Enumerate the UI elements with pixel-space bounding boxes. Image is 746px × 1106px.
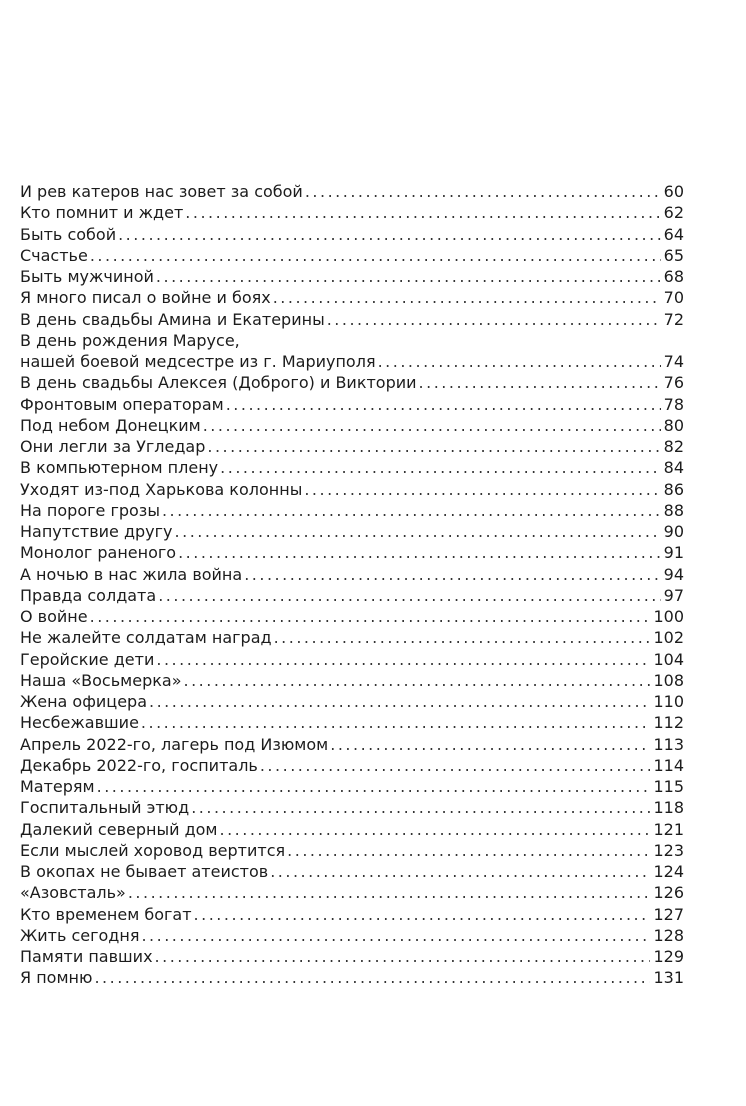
toc-entry-line	[20, 394, 684, 415]
toc-entry-title: Кто временем богат	[20, 904, 192, 924]
toc-entry-page-number: 127	[653, 904, 684, 924]
toc-entry-page-number: 76	[663, 373, 684, 393]
toc-entry-title: «Азовсталь»	[20, 883, 126, 903]
toc-entry-line	[20, 840, 684, 861]
toc-entry-page-number: 62	[663, 203, 684, 223]
toc-entry-page-number: 108	[653, 670, 684, 690]
toc-entry-title: Не жалейте солдатам наград	[20, 628, 272, 648]
dot-leader	[378, 351, 661, 372]
toc-entry-title: В день свадьбы Амина и Екатерины	[20, 309, 325, 329]
table-of-contents	[20, 181, 684, 989]
toc-entry	[20, 202, 684, 223]
dot-leader	[220, 457, 661, 478]
toc-entry-line	[20, 627, 684, 648]
toc-entry	[20, 245, 684, 266]
dot-leader	[156, 266, 661, 287]
toc-entry-line	[20, 415, 684, 436]
toc-entry-page-number: 104	[653, 649, 684, 669]
toc-entry-title: Апрель 2022-го, лагерь под Изюмом	[20, 734, 329, 754]
toc-entry-page-number: 74	[663, 352, 684, 371]
dot-leader	[158, 585, 660, 606]
dot-leader	[270, 861, 650, 882]
toc-entry-line	[20, 309, 684, 330]
toc-entry-title: В компьютерном плену	[20, 458, 219, 478]
dot-leader	[273, 287, 661, 308]
toc-entry-page-number: 131	[653, 968, 684, 988]
toc-entry-line	[20, 245, 684, 266]
toc-entry-title: О войне	[20, 607, 88, 626]
toc-entry-title: А ночью в нас жила война	[20, 564, 243, 584]
toc-entry	[20, 224, 684, 245]
toc-entry-title: Напутствие другу	[20, 522, 173, 541]
dot-leader	[94, 967, 650, 988]
toc-entry-title: Далекий северный дом	[20, 819, 218, 839]
toc-entry-page-number: 123	[653, 840, 684, 860]
toc-entry	[20, 181, 684, 202]
toc-entry-page-number: 86	[663, 479, 684, 499]
toc-entry	[20, 521, 684, 542]
toc-entry-page-number: 118	[653, 798, 684, 818]
toc-entry-page-number: 100	[653, 607, 684, 626]
toc-entry-line	[20, 712, 684, 733]
dot-leader	[287, 840, 650, 861]
toc-entry-line	[20, 925, 684, 946]
toc-entry-page-number: 115	[653, 777, 684, 796]
toc-entry-title: Если мыслей хоровод вертится	[20, 840, 286, 860]
toc-entry-page-number: 129	[653, 947, 684, 966]
toc-entry-line	[20, 967, 684, 988]
toc-entry-page-number: 90	[663, 522, 684, 541]
dot-leader	[141, 712, 651, 733]
toc-entry	[20, 542, 684, 563]
toc-entry-line	[20, 691, 684, 712]
toc-entry-title: Жить сегодня	[20, 925, 140, 945]
dot-leader	[244, 564, 660, 585]
toc-entry-title: Я много писал о войне и боях	[20, 288, 271, 308]
toc-entry	[20, 649, 684, 670]
toc-entry-title: Кто помнит и ждет	[20, 203, 184, 223]
toc-entry-page-number: 70	[663, 288, 684, 308]
dot-leader	[304, 479, 660, 500]
dot-leader	[330, 734, 650, 755]
toc-entry	[20, 394, 684, 415]
dot-leader	[155, 946, 651, 967]
dot-leader	[191, 797, 650, 818]
toc-entry-title: Матерям	[20, 777, 95, 796]
dot-leader	[97, 776, 651, 797]
toc-entry	[20, 309, 684, 330]
toc-entry-title: нашей боевой медсестре из г. Мариуполя	[20, 352, 376, 371]
toc-entry-line	[20, 670, 684, 691]
toc-entry-page-number: 91	[663, 543, 684, 563]
dot-leader	[175, 521, 661, 542]
toc-entry-line	[20, 861, 684, 882]
dot-leader	[183, 670, 650, 691]
toc-entry-line	[20, 521, 684, 542]
toc-entry-line	[20, 819, 684, 840]
toc-entry-page-number: 84	[663, 458, 684, 478]
dot-leader	[327, 309, 661, 330]
toc-entry	[20, 967, 684, 988]
toc-entry-title: Правда солдата	[20, 585, 157, 605]
toc-entry	[20, 904, 684, 925]
toc-entry	[20, 691, 684, 712]
toc-entry	[20, 585, 684, 606]
toc-entry-page-number: 68	[663, 267, 684, 286]
toc-entry-line	[20, 946, 684, 967]
toc-entry-page-number: 114	[653, 755, 684, 775]
toc-entry-title: На пороге грозы	[20, 500, 160, 520]
toc-entry	[20, 606, 684, 627]
toc-entry	[20, 436, 684, 457]
dot-leader	[274, 627, 651, 648]
dot-leader	[419, 372, 661, 393]
toc-entry-line	[20, 287, 684, 308]
toc-entry-page-number: 94	[663, 564, 684, 584]
toc-entry-line	[20, 224, 684, 245]
toc-entry-title: Несбежавшие	[20, 713, 139, 733]
toc-entry-page-number: 112	[653, 713, 684, 733]
toc-entry-title: Быть собой	[20, 224, 117, 244]
toc-entry-title: Быть мужчиной	[20, 267, 154, 286]
toc-entry-title: Монолог раненого	[20, 543, 177, 563]
toc-entry-title: И рев катеров нас зовет за собой	[20, 182, 303, 201]
dot-leader	[118, 224, 661, 245]
toc-entry-title: Фронтовым операторам	[20, 394, 224, 414]
toc-entry-page-number: 121	[653, 819, 684, 839]
dot-leader	[156, 649, 650, 670]
toc-entry-line	[20, 436, 684, 457]
toc-entry	[20, 564, 684, 585]
toc-entry-page-number: 124	[653, 862, 684, 881]
toc-entry-line	[20, 776, 684, 797]
toc-entry	[20, 755, 684, 776]
toc-entry	[20, 925, 684, 946]
toc-entry-line	[20, 649, 684, 670]
toc-entry-line	[20, 882, 684, 903]
dot-leader	[305, 181, 661, 202]
toc-entry-line	[20, 266, 684, 287]
toc-entry	[20, 712, 684, 733]
dot-leader	[128, 882, 651, 903]
toc-entry-page-number: 64	[663, 224, 684, 244]
toc-entry-line	[20, 606, 684, 627]
toc-entry	[20, 861, 684, 882]
toc-entry-page-number: 128	[653, 925, 684, 945]
toc-entry-title: Геройские дети	[20, 649, 155, 669]
toc-entry-title: Под небом Донецким	[20, 415, 201, 435]
toc-entry-title: Они легли за Угледар	[20, 437, 206, 456]
dot-leader	[220, 819, 651, 840]
toc-entry-page-number: 97	[663, 585, 684, 605]
toc-entry	[20, 819, 684, 840]
dot-leader	[90, 606, 651, 627]
toc-entry-page-number: 126	[653, 883, 684, 903]
dot-leader	[149, 691, 650, 712]
toc-entry	[20, 500, 684, 521]
dot-leader	[203, 415, 661, 436]
dot-leader	[162, 500, 661, 521]
toc-entry-line	[20, 479, 684, 500]
toc-entry	[20, 457, 684, 478]
toc-entry	[20, 946, 684, 967]
toc-entry-page-number: 88	[663, 500, 684, 520]
toc-entry-page-number: 72	[663, 309, 684, 329]
toc-entry-title: Декабрь 2022-го, госпиталь	[20, 755, 258, 775]
toc-entry-page-number: 102	[653, 628, 684, 648]
toc-entry-title: Наша «Восьмерка»	[20, 670, 182, 690]
toc-entry-title: В день свадьбы Алексея (Доброго) и Виктории	[20, 373, 417, 393]
toc-entry-line	[20, 904, 684, 925]
toc-entry-line	[20, 181, 684, 202]
toc-entry-title: Счастье	[20, 245, 88, 265]
toc-entry	[20, 776, 684, 797]
toc-entry	[20, 287, 684, 308]
toc-entry-title: Госпитальный этюд	[20, 798, 190, 818]
toc-entry	[20, 479, 684, 500]
dot-leader	[141, 925, 650, 946]
toc-entry-page-number: 78	[663, 394, 684, 414]
toc-entry-line	[20, 585, 684, 606]
toc-entry-page-number: 60	[663, 182, 684, 201]
toc-entry-line	[20, 351, 684, 372]
toc-entry	[20, 627, 684, 648]
toc-entry	[20, 415, 684, 436]
toc-entry	[20, 266, 684, 287]
dot-leader	[207, 436, 660, 457]
toc-entry-line	[20, 500, 684, 521]
toc-entry-title: Жена офицера	[20, 692, 147, 711]
toc-entry-page-number: 113	[653, 734, 684, 754]
toc-entry-line	[20, 542, 684, 563]
toc-entry-page-number: 80	[663, 415, 684, 435]
toc-entry-title: Уходят из-под Харькова колонны	[20, 479, 303, 499]
toc-entry-line	[20, 734, 684, 755]
toc-entry	[20, 797, 684, 818]
toc-entry	[20, 734, 684, 755]
toc-entry	[20, 670, 684, 691]
dot-leader	[90, 245, 661, 266]
dot-leader	[178, 542, 661, 563]
dot-leader	[194, 904, 651, 925]
dot-leader	[226, 394, 661, 415]
toc-entry-page-number: 82	[663, 437, 684, 456]
toc-entry-line	[20, 797, 684, 818]
toc-entry-title: В окопах не бывает атеистов	[20, 862, 269, 881]
toc-entry	[20, 840, 684, 861]
toc-entry	[20, 330, 684, 373]
toc-entry	[20, 372, 684, 393]
toc-entry-line	[20, 202, 684, 223]
toc-entry-line	[20, 564, 684, 585]
toc-entry-page-number: 65	[663, 245, 684, 265]
toc-entry-title-line: В день рождения Марусе,	[20, 330, 240, 350]
toc-entry-title: Памяти павших	[20, 947, 153, 966]
toc-entry-line	[20, 457, 684, 478]
toc-entry-line	[20, 372, 684, 393]
dot-leader	[185, 202, 660, 223]
toc-entry-line	[20, 755, 684, 776]
toc-entry	[20, 882, 684, 903]
toc-entry-page-number: 110	[653, 692, 684, 711]
toc-entry-title: Я помню	[20, 968, 93, 988]
dot-leader	[260, 755, 651, 776]
